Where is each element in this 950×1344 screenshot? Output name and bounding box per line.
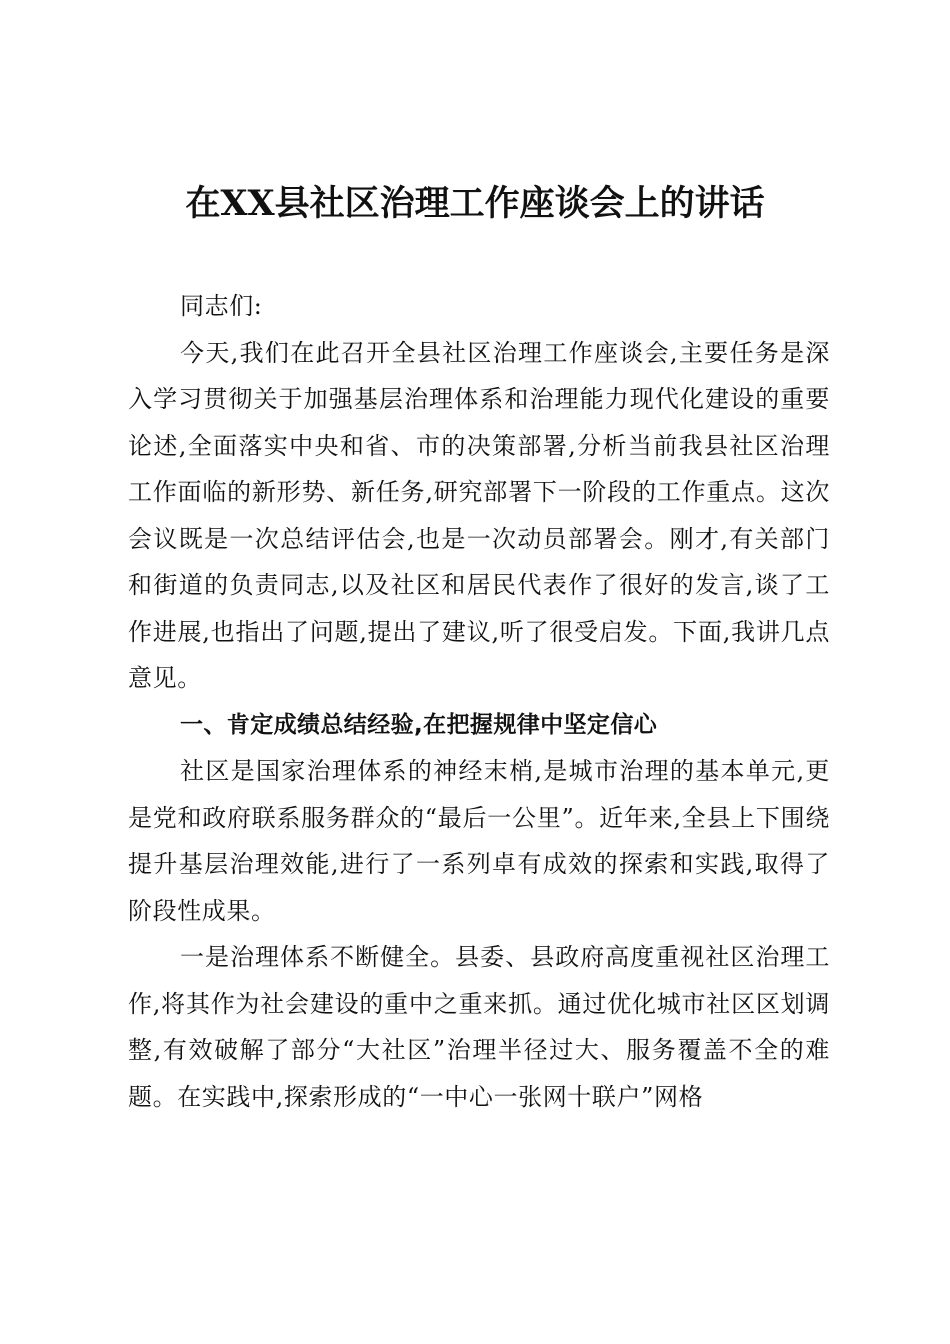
section-paragraph-1: 社区是国家治理体系的神经末梢,是城市治理的基本单元,更是党和政府联系服务群众的“最后一公里”。近年来,全县上下围绕提升基层治理效能,进行了一系列卓有成效的探索和实践,取得了阶段性成果。 xyxy=(128,757,830,925)
section-paragraph-2: 一是治理体系不断健全。县委、县政府高度重视社区治理工作,将其作为社会建设的重中之重来抓。通过优化城市社区区划调整,有效破解了部分“大社区”治理半径过大、服务覆盖不全的难题。在实践中,探索形成的“一中心一张网十联户”网格 xyxy=(128,943,830,1111)
salutation: 同志们: xyxy=(180,292,263,320)
document-body xyxy=(128,283,830,1120)
intro-paragraph: 今天,我们在此召开全县社区治理工作座谈会,主要任务是深入学习贯彻关于加强基层治理体系和治理能力现代化建设的重要论述,全面落实中央和省、市的决策部署,分析当前我县社区治理工作面临的新形势、新任务,研究部署下一阶段的工作重点。这次会议既是一次总结评估会,也是一次动员部署会。刚才,有关部门和街道的负责同志,以及社区和居民代表作了很好的发言,谈了工作进展,也指出了问题,提出了建议,听了很受启发。下面,我讲几点意见。 xyxy=(128,338,830,692)
document-title: 在XX县社区治理工作座谈会上的讲话 xyxy=(185,183,765,224)
section-heading: 一、肯定成绩总结经验,在把握规律中坚定信心 xyxy=(180,711,658,738)
